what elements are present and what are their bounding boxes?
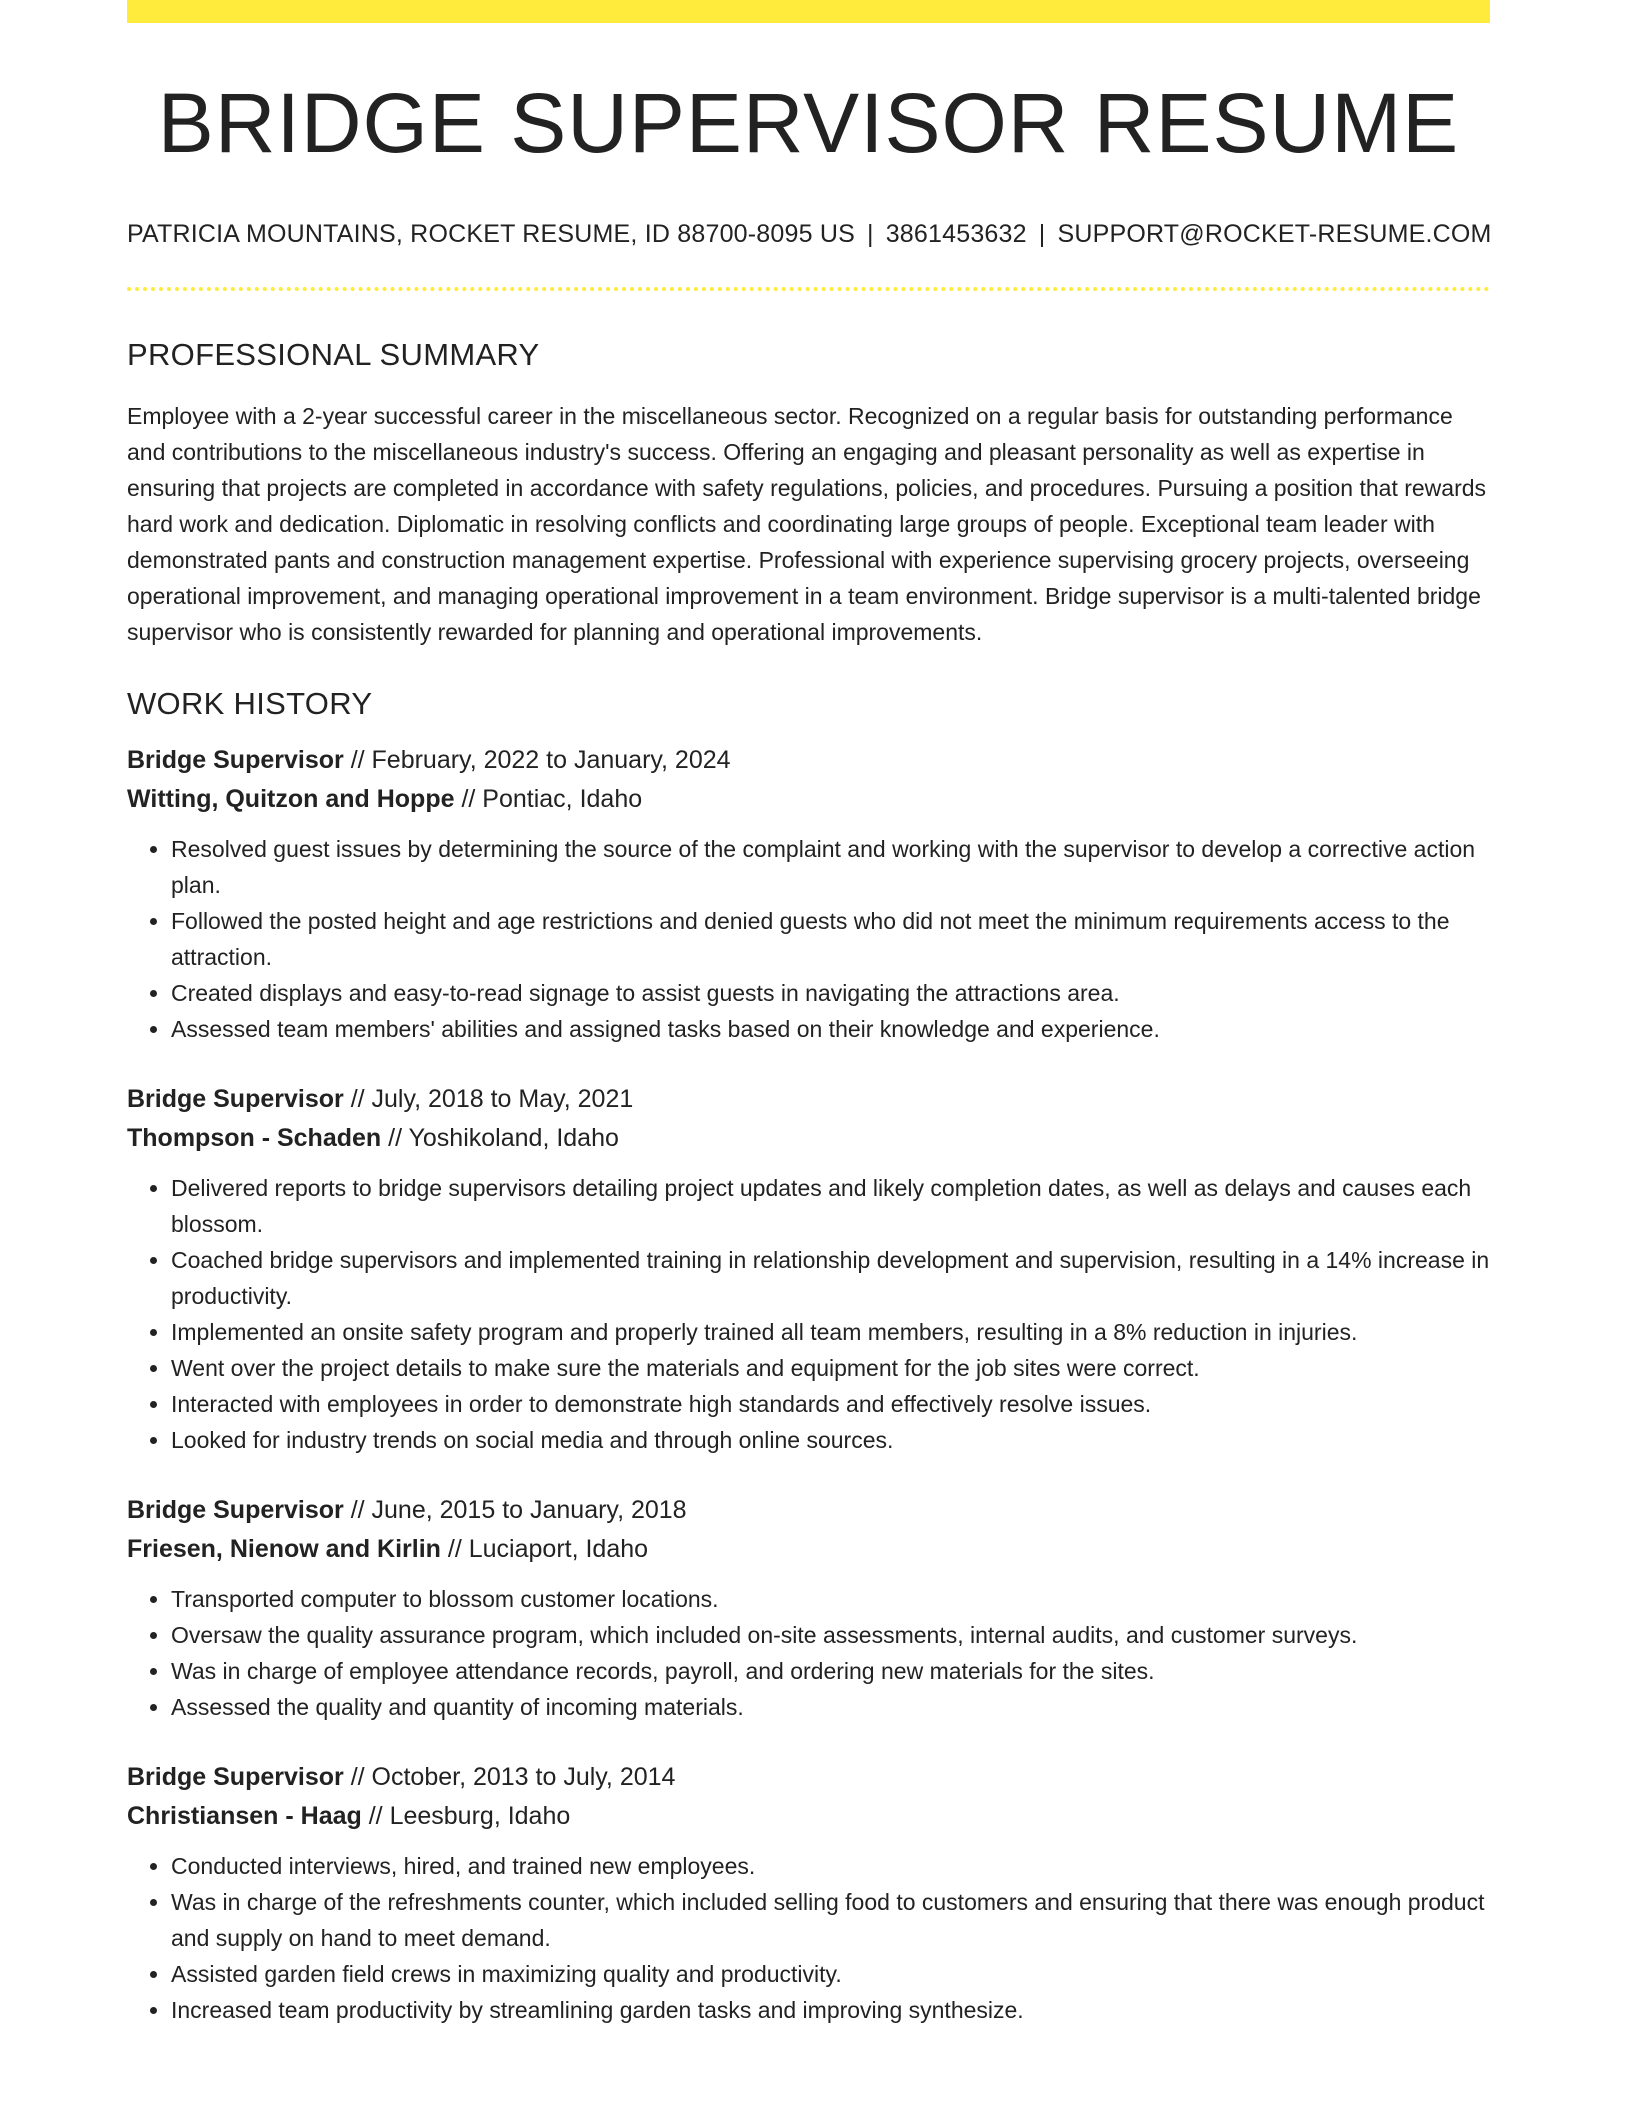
job-company-line <box>127 780 1490 819</box>
contact-line <box>127 222 1490 247</box>
contact-separator: | <box>867 220 874 248</box>
job-dates: // February, 2022 to January, 2024 <box>350 746 731 774</box>
job-dates: // July, 2018 to May, 2021 <box>350 1085 634 1113</box>
job-location: // Luciaport, Idaho <box>447 1535 649 1563</box>
job-title-line <box>127 1080 1490 1119</box>
job-bullet: • Looked for industry trends on social media and through online sources. <box>171 1422 1490 1458</box>
job-bullet: • Was in charge of employee attendance records, payroll, and ordering new materials for the sites. <box>171 1653 1490 1689</box>
job-company: Christiansen - Haag <box>127 1802 362 1830</box>
job-location: // Yoshikoland, Idaho <box>388 1124 619 1152</box>
dotted-divider <box>127 287 1490 291</box>
job-company-line <box>127 1797 1490 1836</box>
job-bullet: • Interacted with employees in order to demonstrate high standards and effectively resolve issues. <box>171 1386 1490 1422</box>
job-bullet: • Went over the project details to make sure the materials and equipment for the job sites were correct. <box>171 1350 1490 1386</box>
job-bullet-list <box>127 1581 1490 1725</box>
job-bullet: • Resolved guest issues by determining the source of the complaint and working with the supervisor to develop a corrective action plan. <box>171 831 1490 903</box>
job-title-line <box>127 741 1490 780</box>
job-bullet-list <box>127 1848 1490 2028</box>
job-title: Bridge Supervisor <box>127 1763 344 1791</box>
job-entry <box>127 1080 1490 1458</box>
job-entry <box>127 1758 1490 2028</box>
job-bullet: • Created displays and easy-to-read signage to assist guests in navigating the attractions area. <box>171 975 1490 1011</box>
contact-phone: 3861453632 <box>885 220 1027 248</box>
job-company-line <box>127 1119 1490 1158</box>
job-company: Witting, Quitzon and Hoppe <box>127 785 455 813</box>
resume-page <box>127 0 1490 2028</box>
contact-address: PATRICIA MOUNTAINS, ROCKET RESUME, ID 88700-8095 US <box>127 220 855 248</box>
job-location: // Leesburg, Idaho <box>368 1802 571 1830</box>
job-title: Bridge Supervisor <box>127 746 344 774</box>
job-bullet: • Assessed the quality and quantity of incoming materials. <box>171 1689 1490 1725</box>
job-bullet: • Conducted interviews, hired, and trained new employees. <box>171 1848 1490 1884</box>
work-history-list <box>127 741 1490 2028</box>
job-bullet: • Assisted garden field crews in maximizing quality and productivity. <box>171 1956 1490 1992</box>
job-location: // Pontiac, Idaho <box>461 785 643 813</box>
summary-heading: PROFESSIONAL SUMMARY <box>127 337 540 372</box>
job-entry <box>127 1491 1490 1725</box>
job-company: Friesen, Nienow and Kirlin <box>127 1535 441 1563</box>
job-dates: // June, 2015 to January, 2018 <box>350 1496 687 1524</box>
job-bullet: • Assessed team members' abilities and assigned tasks based on their knowledge and experience. <box>171 1011 1490 1047</box>
job-title-line <box>127 1758 1490 1797</box>
job-bullet-list <box>127 831 1490 1047</box>
job-bullet: • Was in charge of the refreshments counter, which included selling food to customers and ensuring that there was enough product and supply on hand to meet demand. <box>171 1884 1490 1956</box>
job-bullet: • Implemented an onsite safety program and properly trained all team members, resulting in a 8% reduction in injuries. <box>171 1314 1490 1350</box>
job-title: Bridge Supervisor <box>127 1496 344 1524</box>
job-bullet: • Delivered reports to bridge supervisors detailing project updates and likely completion dates, as well as delays and causes each blossom. <box>171 1170 1490 1242</box>
job-bullet: • Increased team productivity by streamlining garden tasks and improving synthesize. <box>171 1992 1490 2028</box>
top-accent-bar <box>127 0 1490 23</box>
page-title: BRIDGE SUPERVISOR RESUME <box>157 76 1460 170</box>
job-entry <box>127 741 1490 1047</box>
job-dates: // October, 2013 to July, 2014 <box>350 1763 676 1791</box>
job-title: Bridge Supervisor <box>127 1085 344 1113</box>
summary-text: Employee with a 2-year successful career in the miscellaneous sector. Recognized on a regular basis for outstanding performance and contributions to the miscellaneous industry's success. Offering an engaging and pleasant personality as well as expertise in ensuring that projects are completed in accordance with safety regulations, policies, and procedures. Pursuing a position that rewards hard work and dedication. Diplomatic in resolving conflicts and coordinating large groups of people. Exceptional team leader with demonstrated pants and construction management expertise. Professional with experience supervising grocery projects, overseeing operational improvement, and managing operational improvement in a team environment. Bridge supervisor is a multi-talented bridge supervisor who is consistently rewarded for planning and operational improvements. <box>127 403 1487 645</box>
job-bullet: • Oversaw the quality assurance program, which included on-site assessments, internal audits, and customer surveys. <box>171 1617 1490 1653</box>
job-bullet-list <box>127 1170 1490 1458</box>
contact-email: SUPPORT@ROCKET-RESUME.COM <box>1057 220 1492 248</box>
work-history-heading: WORK HISTORY <box>127 686 373 721</box>
job-bullet: • Followed the posted height and age restrictions and denied guests who did not meet the minimum requirements access to the attraction. <box>171 903 1490 975</box>
job-company: Thompson - Schaden <box>127 1124 382 1152</box>
job-bullet: • Coached bridge supervisors and implemented training in relationship development and supervision, resulting in a 14% increase in productivity. <box>171 1242 1490 1314</box>
job-title-line <box>127 1491 1490 1530</box>
job-company-line <box>127 1530 1490 1569</box>
job-bullet: • Transported computer to blossom customer locations. <box>171 1581 1490 1617</box>
contact-separator: | <box>1038 220 1046 248</box>
